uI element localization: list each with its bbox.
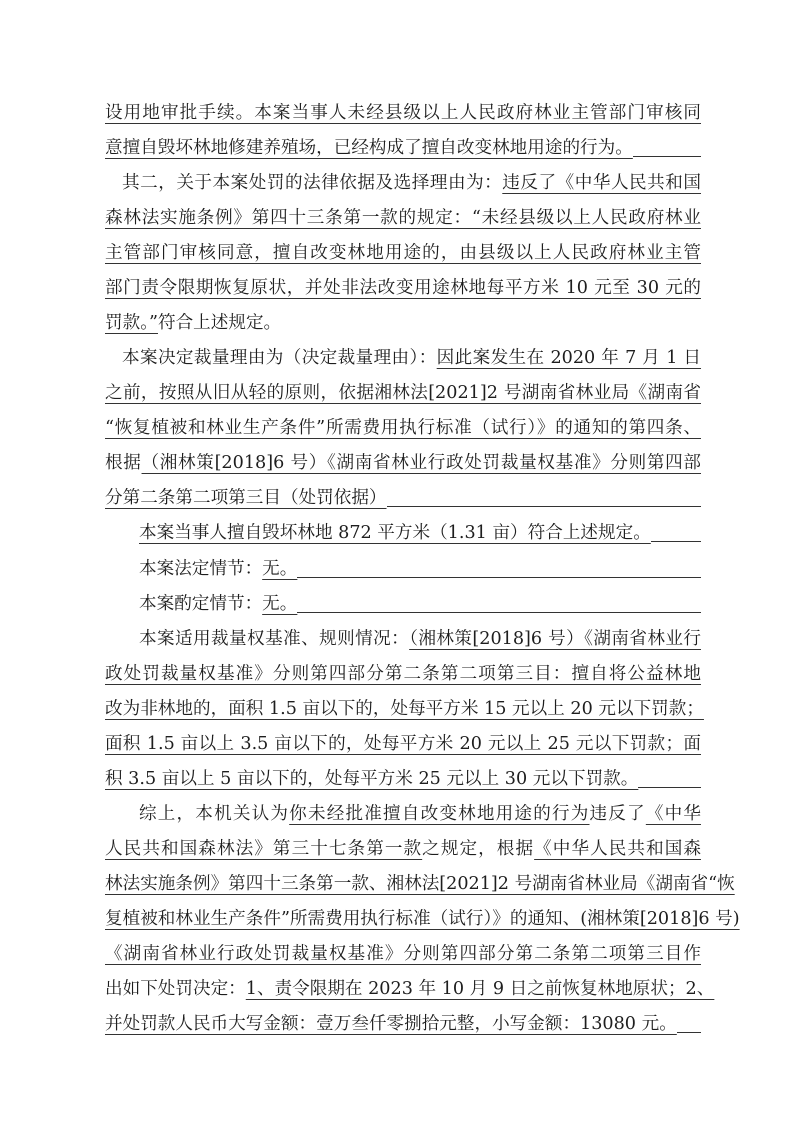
text-line: [139, 519, 701, 547]
text-line: [105, 204, 701, 232]
underline-filler: [633, 134, 701, 157]
text-segment: 符合上述规定。: [157, 313, 282, 334]
underlined-text: （湘林策[2018]6 号）《湖南省林业行政处罚裁量权基准》分则第四部: [141, 453, 701, 474]
underlined-text: 分第二条第二项第三目（处罚依据）: [105, 488, 387, 509]
underline-filler: [638, 765, 701, 788]
text-segment: 之规定，根据: [422, 838, 535, 859]
text-line: [105, 660, 701, 688]
text-line: [105, 940, 701, 968]
underlined-text: 无。: [262, 558, 298, 579]
text-line: [105, 835, 701, 863]
text-segment: 其二，关于本案处罚的法律依据及选择理由为：: [122, 173, 503, 194]
text-segment: 综上，本机关认为: [139, 803, 290, 824]
underlined-text: 主管部门审核同意，擅自改变林地用途的，由县级以上人民政府林业主管: [105, 243, 701, 264]
text-line: [122, 169, 701, 197]
underline-filler: [651, 519, 701, 542]
underlined-text: 《湖南省林业行政处罚裁量权基准》分则第四部分第二条第二项第三目作: [105, 943, 701, 964]
text-segment: 违反了: [589, 803, 646, 824]
text-line: [105, 905, 740, 933]
text-segment: 根据: [105, 453, 142, 474]
text-line: [105, 379, 701, 407]
text-line: [105, 99, 701, 127]
underlined-text: 《中华人民共和国森: [534, 838, 701, 859]
text-segment: 本案适用裁量权基准、规则情况：: [139, 628, 410, 649]
underlined-text: 改为非林地的，面积 1.5 亩以下的，处每平方米 15 元以上 20 元以下罚款；: [105, 698, 704, 719]
underlined-text: 人民共和国森林法》第三十七条第一款: [105, 838, 423, 859]
underline-filler: [297, 590, 701, 613]
underlined-text: 之前，按照从旧从轻的原则，依据湘林法[2021]2 号湖南省林业局《湖南省: [105, 383, 701, 404]
text-line: [105, 274, 701, 302]
underlined-text: 林法实施条例》第四十三条第一款、湘林法[2021]2 号湖南省林业局《湖南省“恢: [105, 873, 735, 894]
text-line: [105, 730, 701, 758]
text-segment: 本案法定情节：: [139, 558, 263, 579]
underline-filler: [297, 555, 701, 578]
underlined-text: 并处罚款人民币大写金额：壹万叁仟零捌拾元整，小写金额：13080 元。: [105, 1014, 677, 1035]
text-line: [105, 414, 701, 442]
text-line: [105, 1010, 701, 1038]
underline-filler: [387, 484, 701, 507]
text-line: [105, 765, 701, 793]
text-segment: 本案酌定情节：: [139, 593, 263, 614]
text-segment: 本案决定裁量理由为（决定裁量理由）：: [122, 348, 437, 369]
underlined-text: 1、责令限期在 2023 年 10 月 9 日之前恢复林地原状；2、: [245, 979, 715, 999]
text-line: [105, 975, 715, 1003]
text-line: [105, 484, 701, 512]
underlined-text: 因此案发生在 2020 年 7 月 1 日: [436, 348, 702, 369]
text-line: [139, 800, 701, 828]
text-line: [105, 309, 701, 337]
underlined-text: 设用地审批手续。本案当事人未经县级以上人民政府林业主管部门审核同: [105, 103, 701, 123]
underlined-text: 你未经批准擅自改变林地用途的行为: [289, 803, 590, 824]
text-line: [139, 555, 701, 583]
underlined-text: 无。: [262, 593, 298, 614]
underlined-text: 《中华: [645, 803, 701, 824]
text-line: [105, 695, 704, 723]
text-line: [105, 870, 735, 898]
underlined-text: （湘林策[2018]6 号）《湖南省林业行: [409, 628, 701, 649]
underlined-text: “恢复植被和林业生产条件”所需费用执行标准（试行）》的通知的第四条、: [105, 418, 701, 439]
underlined-text: 积 3.5 亩以上 5 亩以下的，处每平方米 25 元以上 30 元以下罚款。: [105, 768, 639, 789]
underlined-text: 意擅自毁坏林地修建养殖场，已经构成了擅自改变林地用途的行为。: [105, 138, 633, 159]
text-segment: 出如下处罚决定：: [105, 979, 246, 999]
underlined-text: 违反了《中华人民共和国: [502, 173, 701, 194]
underline-filler: [677, 1010, 701, 1033]
text-line: [122, 344, 701, 372]
underlined-text: 罚款。”: [105, 313, 158, 334]
text-line: [139, 590, 701, 618]
underlined-text: 部门责令限期恢复原状，并处非法改变用途林地每平方米 10 元至 30 元的: [105, 278, 701, 299]
underlined-text: 森林法实施条例》第四十三条第一款的规定：“未经县级以上人民政府林业: [105, 208, 701, 229]
underlined-text: 面积 1.5 亩以上 3.5 亩以下的，处每平方米 20 元以上 25 元以下罚款；面: [105, 733, 701, 754]
underlined-text: 本案当事人擅自毁坏林地 872 平方米（1.31 亩）符合上述规定。: [139, 523, 651, 544]
text-line: [105, 239, 701, 267]
text-line: [105, 449, 701, 477]
text-line: [139, 625, 701, 653]
text-line: [105, 134, 701, 162]
underlined-text: 复植被和林业生产条件”所需费用执行标准（试行）》的通知、(湘林策[2018]6 号): [105, 908, 740, 929]
underlined-text: 政处罚裁量权基准》分则第四部分第二条第二项第三目：擅自将公益林地: [105, 663, 701, 684]
